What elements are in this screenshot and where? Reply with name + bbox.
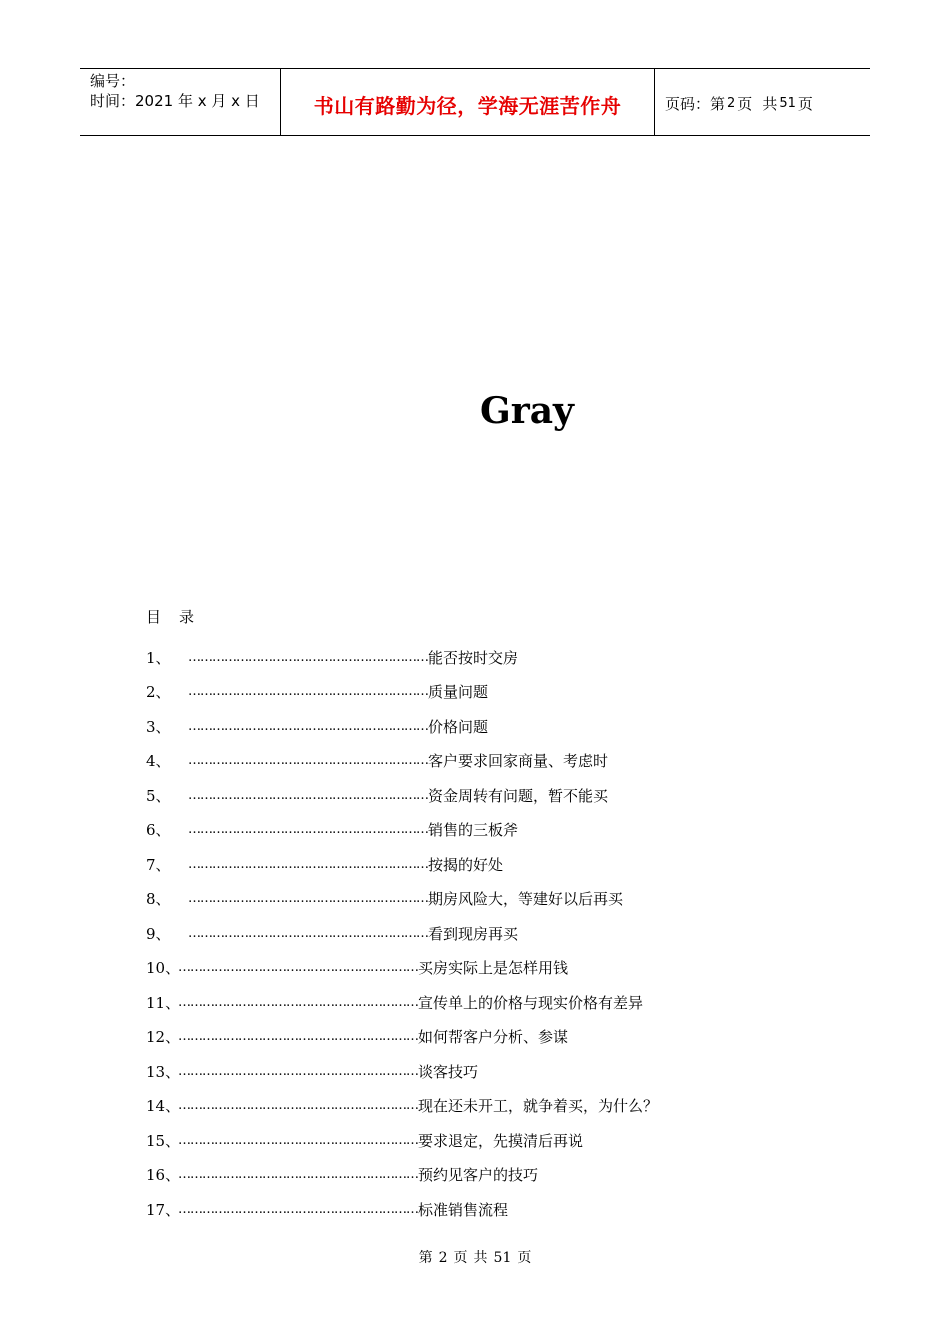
toc-entry (146, 1192, 846, 1227)
toc-entry-title: 标准销售流程 (418, 1200, 509, 1219)
page-footer (0, 1247, 950, 1267)
toc-entry-leader: …………………………………………………… (178, 1167, 418, 1183)
footer-word-3: 共 (473, 1250, 488, 1266)
toc-entry-number: 4、 (146, 752, 171, 771)
toc-entry-number: 14、 (146, 1097, 181, 1116)
toc-entry-title: 期房风险大，等建好以后再买 (428, 890, 624, 909)
toc-entry-leader: …………………………………………………… (178, 1029, 418, 1045)
toc-entry (146, 1020, 846, 1055)
document-number-label: 编号： (90, 72, 136, 90)
toc-entry (146, 951, 846, 986)
toc-entry-number: 7、 (146, 855, 171, 874)
toc-entry-leader: …………………………………………………… (188, 718, 428, 734)
toc-entry-leader: …………………………………………………… (188, 787, 428, 803)
page-label-mid: 页 (737, 94, 753, 113)
toc-entry-title: 能否按时交房 (428, 648, 519, 667)
toc-entry-title: 现在还未开工，就争着买，为什么？ (418, 1097, 659, 1116)
toc-entry-number: 2、 (146, 683, 171, 702)
footer-word-4: 页 (517, 1250, 532, 1266)
toc-entry (146, 882, 846, 917)
toc-entry-leader: …………………………………………………… (188, 925, 428, 941)
toc-entry-title: 质量问题 (428, 683, 489, 702)
toc-entry (146, 1158, 846, 1193)
toc-entry-leader: …………………………………………………… (178, 994, 418, 1010)
page-total-suffix: 页 (797, 94, 813, 113)
page-total: 51 (779, 95, 796, 111)
header-page-indicator (655, 69, 870, 135)
footer-total: 51 (493, 1250, 512, 1266)
toc-entry-leader: …………………………………………………… (178, 1063, 418, 1079)
toc-entry-title: 看到现房再买 (428, 924, 519, 943)
toc-entry-title: 客户要求回家商量、考虑时 (428, 752, 609, 771)
toc-entry (146, 778, 846, 813)
toc-entry-title: 买房实际上是怎样用钱 (418, 959, 569, 978)
header-meta (80, 69, 281, 135)
toc-entry (146, 1089, 846, 1124)
toc-entry-number: 17、 (146, 1200, 181, 1219)
toc-entry-number: 12、 (146, 1028, 181, 1047)
toc-heading-char-2: 录 (179, 608, 195, 626)
toc-entry-number: 6、 (146, 821, 171, 840)
header-motto-cell (281, 69, 655, 135)
toc-entry (146, 1123, 846, 1158)
toc-entry (146, 813, 846, 848)
toc-entry-number: 13、 (146, 1062, 181, 1081)
toc-entry-number: 11、 (146, 993, 181, 1012)
footer-word-2: 页 (453, 1250, 468, 1266)
page-total-prefix: 共 (762, 94, 778, 113)
toc-entry-leader: …………………………………………………… (188, 684, 428, 700)
toc-entry (146, 744, 846, 779)
toc-entry-leader: …………………………………………………… (188, 856, 428, 872)
toc-entry (146, 847, 846, 882)
toc-entry-number: 1、 (146, 648, 171, 667)
footer-page: 2 (438, 1250, 448, 1266)
toc-entry-number: 3、 (146, 717, 171, 736)
toc-entry-leader: …………………………………………………… (188, 649, 428, 665)
toc-entry-title: 要求退定，先摸清后再说 (418, 1131, 584, 1150)
footer-word-1: 第 (418, 1250, 433, 1266)
toc-entry-number: 15、 (146, 1131, 181, 1150)
toc-entry-leader: …………………………………………………… (178, 1098, 418, 1114)
toc-entry-number: 5、 (146, 786, 171, 805)
toc-entry (146, 985, 846, 1020)
header-motto: 书山有路勤为径，学海无涯苦作舟 (313, 93, 622, 118)
toc-heading-char-1: 目 (146, 608, 162, 626)
toc-entry-title: 资金周转有问题，暂不能买 (428, 786, 609, 805)
toc-entry-leader: …………………………………………………… (178, 960, 418, 976)
toc-entry-title: 按揭的好处 (428, 855, 504, 874)
toc-entry-number: 8、 (146, 890, 171, 909)
toc-entry-leader: …………………………………………………… (178, 1201, 418, 1217)
toc-entry-title: 价格问题 (428, 717, 489, 736)
toc-entry (146, 640, 846, 675)
document-date-label: 时间：2021 年 x 月 x 日 (90, 92, 260, 110)
toc-entry (146, 916, 846, 951)
toc-entry-title: 预约见客户的技巧 (418, 1166, 539, 1185)
toc-entry (146, 675, 846, 710)
toc-entry (146, 1054, 846, 1089)
toc-entry-leader: …………………………………………………… (188, 891, 428, 907)
toc-entry (146, 709, 846, 744)
toc-entry-number: 10、 (146, 959, 181, 978)
page-label-prefix: 页码：第 (665, 94, 726, 113)
table-of-contents (146, 640, 846, 1227)
toc-entry-title: 销售的三板斧 (428, 821, 519, 840)
toc-entry-leader: …………………………………………………… (188, 753, 428, 769)
toc-entry-title: 如何帮客户分析、参谋 (418, 1028, 569, 1047)
toc-heading (146, 606, 194, 627)
toc-entry-number: 9、 (146, 924, 171, 943)
toc-entry-number: 16、 (146, 1166, 181, 1185)
page-header (80, 68, 870, 136)
document-title: Gray (480, 390, 574, 432)
toc-entry-title: 宣传单上的价格与现实价格有差异 (418, 993, 644, 1012)
page-current: 2 (727, 95, 736, 111)
toc-entry-leader: …………………………………………………… (188, 822, 428, 838)
toc-entry-title: 谈客技巧 (418, 1062, 479, 1081)
toc-entry-leader: …………………………………………………… (178, 1132, 418, 1148)
